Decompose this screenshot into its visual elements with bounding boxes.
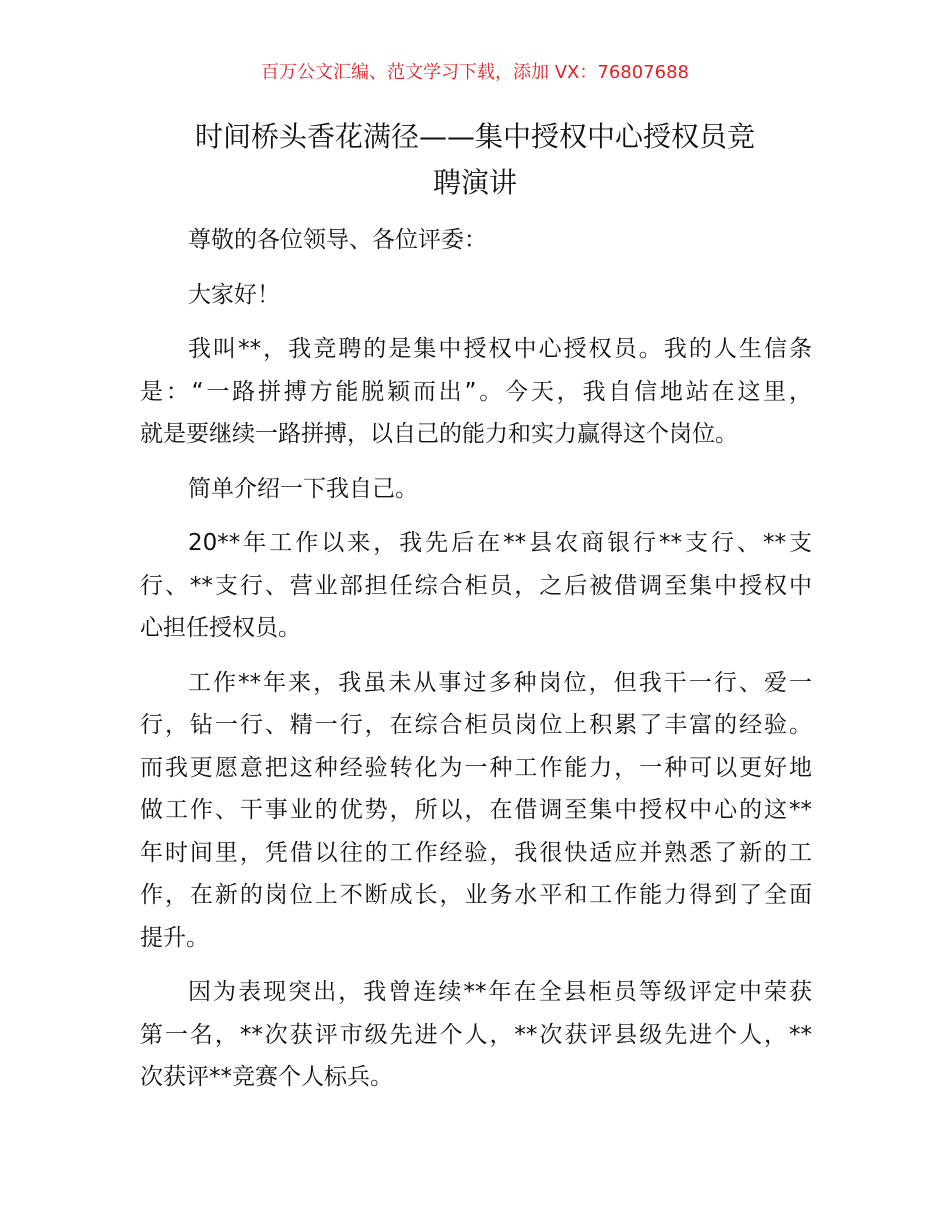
paragraph [140,468,812,511]
text-line: 年时间里，凭借以往的工作经验，我很快适应并熟悉了新的工 [140,839,812,866]
paragraph [140,522,812,650]
watermark-header: 百万公文汇编、范文学习下载，添加 VX：76807688 [261,62,689,83]
paragraph [140,274,812,317]
title-line: 聘演讲 [432,166,517,199]
paragraph [140,971,812,1099]
text-line: 行、**支行、营业部担任综合柜员，之后被借调至集中授权中 [140,572,812,599]
text-line: 简单介绍一下我自己。 [188,475,418,502]
text-line: 作，在新的岗位上不断成长，业务水平和工作能力得到了全面 [140,882,812,908]
text-line: 大家好！ [188,281,280,308]
text-line: 尊敬的各位领导、各位评委： [188,227,487,253]
text-line: 工作**年来，我虽未从事过多种岗位，但我干一行、爱一 [188,669,812,696]
text-line: 心担任授权员。 [140,615,301,641]
paragraph [140,662,812,960]
text-line: 20**年工作以来，我先后在**县农商银行**支行、**支 [188,530,812,556]
text-line: 次获评**竞赛个人标兵。 [140,1064,393,1090]
document-title [130,114,820,206]
text-line: 提升。 [140,924,209,951]
text-line: 而我更愿意把这种经验转化为一种工作能力，一种可以更好地 [140,754,812,781]
text-line: 就是要继续一路拼搏，以自己的能力和实力赢得这个岗位。 [140,421,738,447]
text-line: 因为表现突出，我曾连续**年在全县柜员等级评定中荣获 [188,979,812,1005]
document-body [140,219,812,1111]
text-line: 是：“一路拼搏方能脱颖而出”。今天，我自信地站在这里， [140,378,812,405]
text-line: 第一名，**次获评市级先进个人，**次获评县级先进个人，** [140,1021,812,1048]
paragraph [140,219,812,262]
title-line: 时间桥头香花满径——集中授权中心授权员竞 [194,120,755,153]
text-line: 做工作、干事业的优势，所以，在借调至集中授权中心的这** [140,797,812,823]
text-line: 我叫**，我竞聘的是集中授权中心授权员。我的人生信条 [188,336,812,362]
paragraph [140,328,812,456]
text-line: 行，钻一行、精一行，在综合柜员岗位上积累了丰富的经验。 [140,712,812,738]
